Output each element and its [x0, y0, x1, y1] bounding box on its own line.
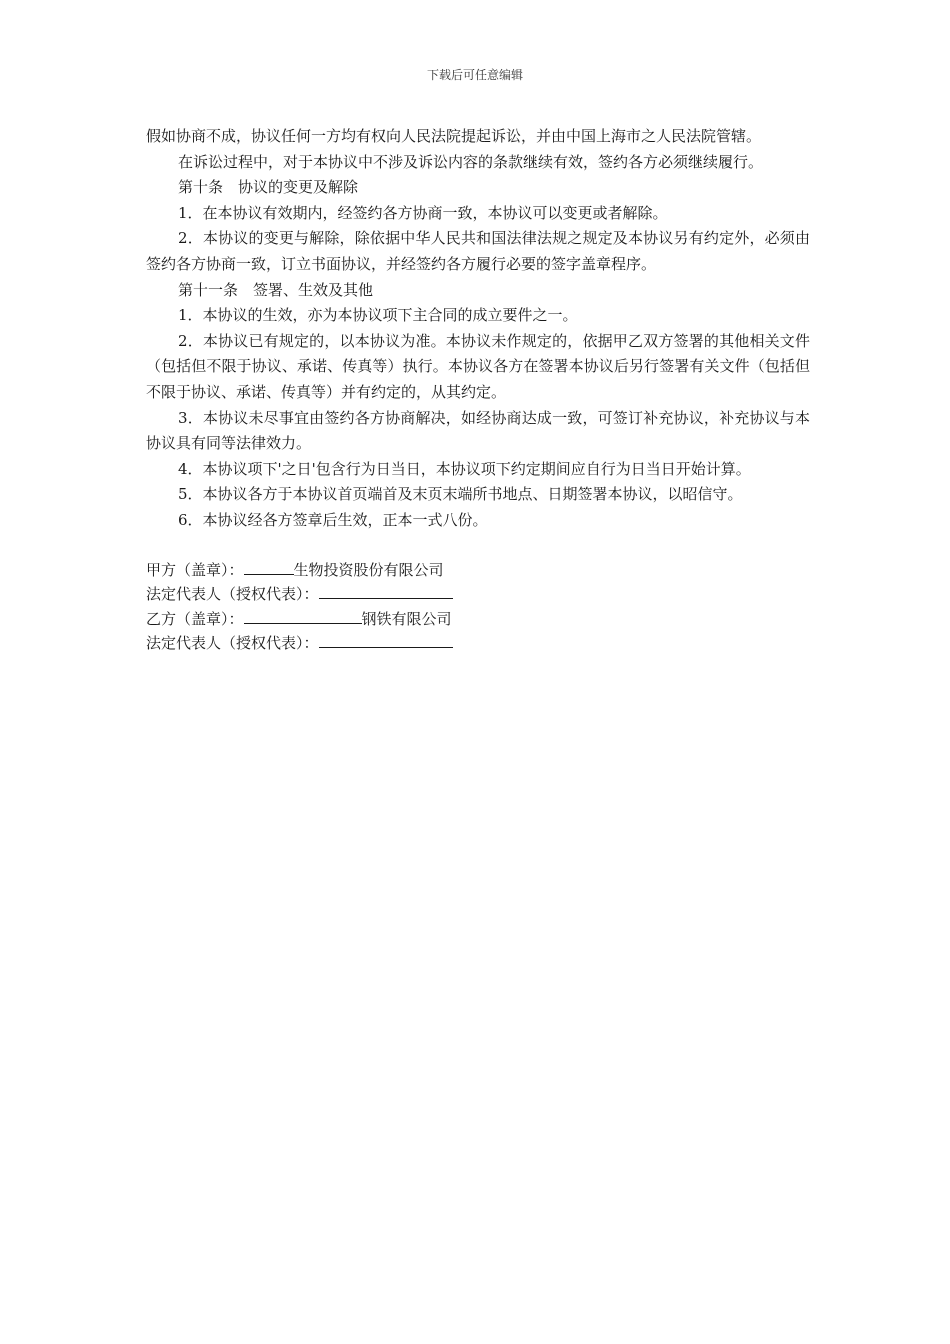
party-b-blank[interactable] [244, 608, 362, 624]
spacer [146, 534, 810, 558]
signature-block [146, 558, 810, 656]
rep-b-blank[interactable] [319, 632, 453, 648]
party-a-label: 甲方（盖章）： [146, 560, 244, 579]
article-11-item-4: 4．本协议项下'之日'包含行为日当日，本协议项下约定期间应自行为日当日开始计算。 [178, 459, 751, 478]
article-10-heading: 第十条 协议的变更及解除 [178, 178, 359, 197]
party-a-name: 生物投资股份有限公司 [293, 560, 444, 579]
party-b-label: 乙方（盖章）： [146, 609, 244, 628]
article-11-item-2: 2．本协议已有规定的，以本协议为准。本协议未作规定的，依据甲乙双方签署的其他相关文件（包括但不限于协议、承诺、传真等）执行。本协议各方在签署本协议后另行签署有关文件（包括但不限于协议、承诺、传真等）并有约定的，从其约定。 [146, 331, 810, 401]
article-11-item-6: 6．本协议经各方签章后生效，正本一式八份。 [178, 510, 488, 529]
article-10-item-1: 1．在本协议有效期内，经签约各方协商一致，本协议可以变更或者解除。 [178, 203, 668, 222]
document-body [146, 124, 810, 656]
rep-a-blank[interactable] [319, 583, 453, 599]
rep-a-label: 法定代表人（授权代表）： [146, 585, 319, 603]
rep-b-label: 法定代表人（授权代表）： [146, 634, 319, 652]
party-a-line [146, 558, 810, 583]
article-11-item-3: 3．本协议未尽事宜由签约各方协商解决，如经协商达成一致，可签订补充协议，补充协议与本协议具有同等法律效力。 [146, 408, 810, 453]
party-b-line [146, 607, 810, 632]
paragraph-1: 假如协商不成，协议任何一方均有权向人民法院提起诉讼，并由中国上海市之人民法院管辖。 [146, 127, 762, 145]
article-11-heading: 第十一条 签署、生效及其他 [178, 280, 374, 299]
party-a-blank[interactable] [244, 559, 294, 575]
party-b-name: 钢铁有限公司 [361, 609, 452, 628]
page-header: 下载后可任意编辑 [426, 68, 523, 82]
paragraph-2: 在诉讼过程中，对于本协议中不涉及诉讼内容的条款继续有效，签约各方必须继续履行。 [178, 152, 764, 171]
rep-a-line [146, 582, 810, 607]
article-11-item-1: 1．本协议的生效，亦为本协议项下主合同的成立要件之一。 [178, 306, 578, 325]
rep-b-line [146, 631, 810, 656]
article-11-item-5: 5．本协议各方于本协议首页端首及末页末端所书地点、日期签署本协议，以昭信守。 [178, 485, 743, 504]
article-10-item-2: 2．本协议的变更与解除，除依据中华人民共和国法律法规之规定及本协议另有约定外，必须由签约各方协商一致，订立书面协议，并经签约各方履行必要的签字盖章程序。 [146, 229, 810, 273]
